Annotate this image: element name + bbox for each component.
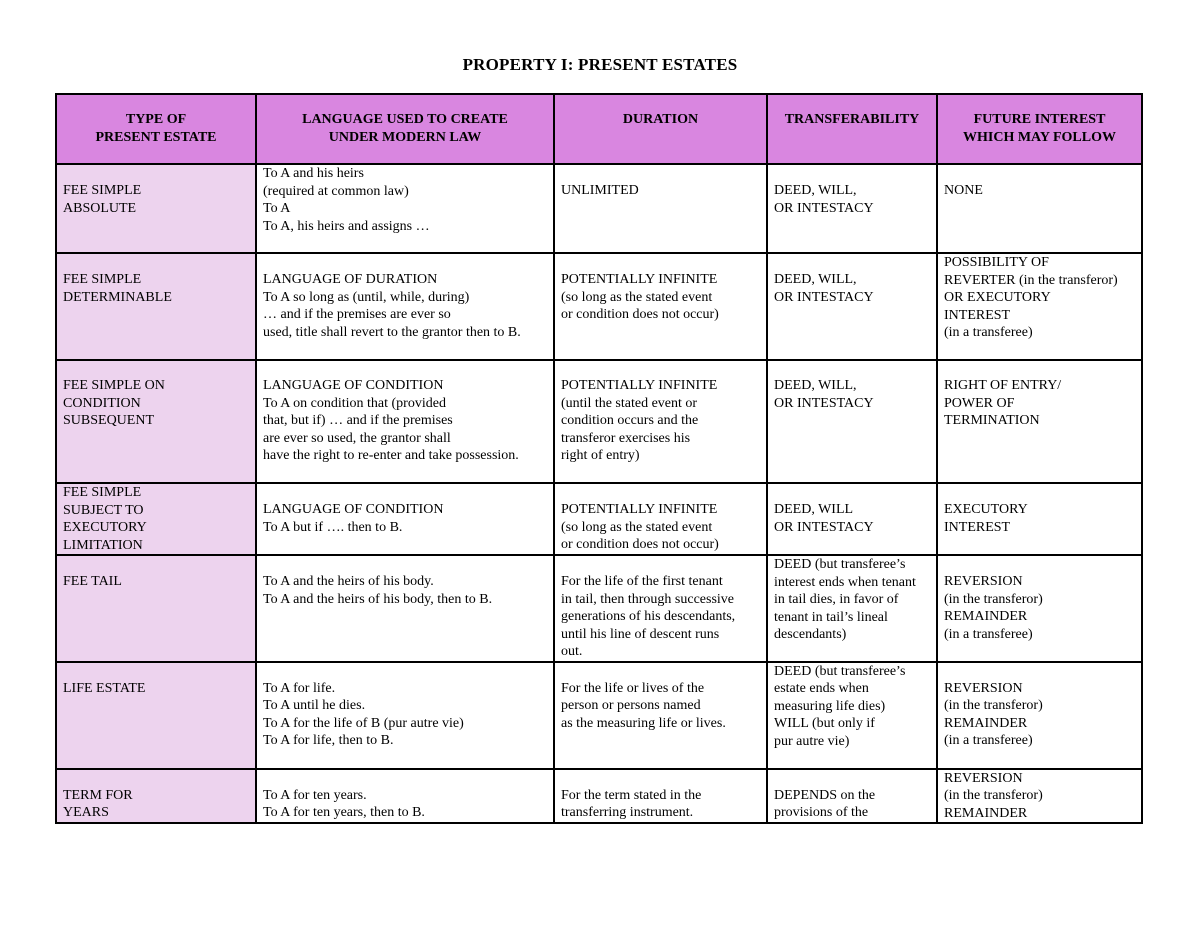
column-header-line: TRANSFERABILITY: [784, 112, 920, 127]
estate-type-cell: FEE SIMPLE ABSOLUTE: [56, 164, 256, 253]
future-interest-cell: REVERSION (in the transferor) REMAINDER: [937, 769, 1142, 824]
table-row: [56, 662, 1142, 769]
estate-type-cell: FEE SIMPLE ON CONDITION SUBSEQUENT: [56, 360, 256, 483]
transferability-cell: DEED, WILL, OR INTESTACY: [767, 164, 937, 253]
table-row: [56, 360, 1142, 483]
estate-type-cell: FEE TAIL: [56, 555, 256, 662]
table-row: [56, 769, 1142, 824]
language-cell: To A for life. To A until he dies. To A for the life of B (pur autre vie) To A for life, then to B.: [256, 662, 554, 769]
column-header-line: UNDER MODERN LAW: [328, 129, 482, 145]
language-cell: LANGUAGE OF DURATION To A so long as (until, while, during) … and if the premises are ever so used, title shall revert to the grantor then to B.: [256, 253, 554, 360]
present-estates-table: [55, 93, 1143, 824]
duration-cell: POTENTIALLY INFINITE (so long as the stated event or condition does not occur): [554, 483, 767, 555]
future-interest-cell: NONE: [937, 164, 1142, 253]
estate-type-cell: FEE SIMPLE SUBJECT TO EXECUTORY LIMITATION: [56, 483, 256, 555]
column-header-transferability: [767, 94, 937, 164]
future-interest-cell: POSSIBILITY OF REVERTER (in the transferor) OR EXECUTORY INTEREST (in a transferee): [937, 253, 1142, 360]
column-header-line: TYPE OF: [125, 112, 187, 127]
estate-type-cell: TERM FOR YEARS: [56, 769, 256, 824]
transferability-cell: DEED, WILL, OR INTESTACY: [767, 253, 937, 360]
duration-cell: POTENTIALLY INFINITE (until the stated event or condition occurs and the transferor exercises his right of entry): [554, 360, 767, 483]
table-row: [56, 253, 1142, 360]
language-cell: To A for ten years. To A for ten years, then to B.: [256, 769, 554, 824]
duration-cell: For the life or lives of the person or persons named as the measuring life or lives.: [554, 662, 767, 769]
table-row: [56, 164, 1142, 253]
column-header-line: DURATION: [622, 112, 699, 127]
column-header-future-interest: [937, 94, 1142, 164]
table-row: [56, 483, 1142, 555]
column-header-duration: [554, 94, 767, 164]
column-header-line: WHICH MAY FOLLOW: [963, 129, 1116, 145]
language-cell: To A and the heirs of his body. To A and the heirs of his body, then to B.: [256, 555, 554, 662]
estate-type-cell: LIFE ESTATE: [56, 662, 256, 769]
language-cell: LANGUAGE OF CONDITION To A on condition that (provided that, but if) … and if the premises are ever so used, the grantor shall have the right to re-enter and take possession.: [256, 360, 554, 483]
duration-cell: For the life of the first tenant in tail, then through successive generations of his descendants, until his line of descent runs out.: [554, 555, 767, 662]
transferability-cell: DEED, WILL, OR INTESTACY: [767, 360, 937, 483]
transferability-cell: DEPENDS on the provisions of the: [767, 769, 937, 824]
future-interest-cell: REVERSION (in the transferor) REMAINDER (in a transferee): [937, 555, 1142, 662]
future-interest-cell: REVERSION (in the transferor) REMAINDER (in a transferee): [937, 662, 1142, 769]
page-title: PROPERTY I: PRESENT ESTATES: [462, 55, 738, 74]
duration-cell: For the term stated in the transferring instrument.: [554, 769, 767, 824]
duration-cell: POTENTIALLY INFINITE (so long as the stated event or condition does not occur): [554, 253, 767, 360]
estate-type-cell: FEE SIMPLE DETERMINABLE: [56, 253, 256, 360]
column-header-line: PRESENT ESTATE: [95, 129, 217, 145]
duration-cell: UNLIMITED: [554, 164, 767, 253]
column-header-line: LANGUAGE USED TO CREATE: [302, 112, 508, 127]
table-header-row: [56, 94, 1142, 164]
column-header-line: FUTURE INTEREST: [973, 112, 1106, 127]
column-header-language: [256, 94, 554, 164]
transferability-cell: DEED (but transferee’s estate ends when measuring life dies) WILL (but only if pur autre vie): [767, 662, 937, 769]
future-interest-cell: RIGHT OF ENTRY/ POWER OF TERMINATION: [937, 360, 1142, 483]
transferability-cell: DEED, WILL OR INTESTACY: [767, 483, 937, 555]
language-cell: LANGUAGE OF CONDITION To A but if …. then to B.: [256, 483, 554, 555]
column-header-type: [56, 94, 256, 164]
table-row: [56, 555, 1142, 662]
transferability-cell: DEED (but transferee’s interest ends when tenant in tail dies, in favor of tenant in tail’s lineal descendants): [767, 555, 937, 662]
language-cell: To A and his heirs (required at common law) To A To A, his heirs and assigns …: [256, 164, 554, 253]
future-interest-cell: EXECUTORY INTEREST: [937, 483, 1142, 555]
